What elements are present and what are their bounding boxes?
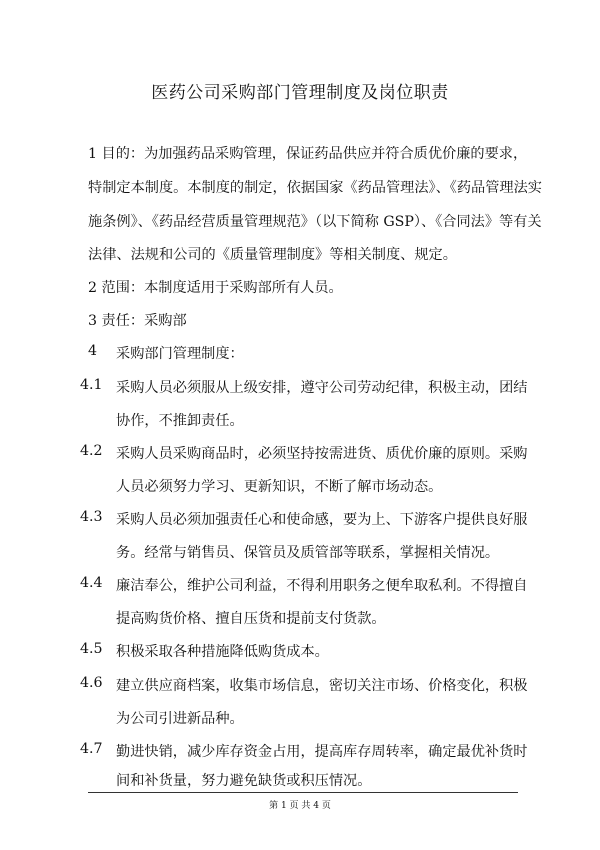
item-4-6-line-2: 为公司引进新品种。 [116, 711, 244, 727]
item-4-2-number: 4.2 [80, 443, 103, 459]
section-1-line-3: 施条例》、《药品经营质量管理规范》（以下简称 GSP）、《合同法》等有关 [88, 214, 542, 230]
item-4-1-line-1: 采购人员必须服从上级安排，遵守公司劳动纪律，积极主动，团结 [116, 380, 528, 396]
section-4-heading: 采购部门管理制度： [116, 346, 244, 362]
item-4-1-number: 4.1 [80, 377, 103, 393]
section-1-line-4: 法律、法规和公司的《质量管理制度》等相关制度、规定。 [88, 247, 457, 263]
item-4-3-number: 4.3 [80, 509, 103, 525]
item-4-4-line-2: 提高购货价格、擅自压货和提前支付货款。 [116, 611, 386, 627]
item-4-7-line-2: 间和补货量，努力避免缺货或积压情况。 [116, 773, 372, 789]
item-4-6-line-1: 建立供应商档案，收集市场信息，密切关注市场、价格变化，积极 [116, 678, 528, 694]
page-number-footer: 第 1 页 共 4 页 [269, 801, 331, 811]
footer-divider [88, 792, 518, 793]
item-4-3-line-1: 采购人员必须加强责任心和使命感，要为上、下游客户提供良好服 [116, 512, 528, 528]
item-4-6-number: 4.6 [80, 675, 103, 691]
item-4-4-line-1: 廉洁奉公，维护公司利益，不得利用职务之便牟取私利。不得擅自 [116, 578, 528, 594]
section-1-line-1: 1 目的：为加强药品采购管理，保证药品供应并符合质优价廉的要求， [88, 146, 528, 162]
section-2: 2 范围：本制度适用于采购部所有人员。 [88, 280, 343, 296]
item-4-3-line-2: 务。经常与销售员、保管员及质管部等联系，掌握相关情况。 [116, 545, 500, 561]
item-4-1-line-2: 协作，不推卸责任。 [116, 413, 244, 429]
section-1-line-2: 特制定本制度。本制度的制定，依据国家《药品管理法》、《药品管理法实 [88, 180, 542, 196]
item-4-2-line-1: 采购人员采购商品时，必须坚持按需进货、质优价廉的原则。采购 [116, 446, 528, 462]
item-4-4-number: 4.4 [80, 575, 103, 591]
page-title: 医药公司采购部门管理制度及岗位职责 [151, 83, 449, 103]
item-4-7-number: 4.7 [80, 741, 103, 757]
section-3: 3 责任：采购部 [88, 313, 187, 329]
item-4-2-line-2: 人员必须努力学习、更新知识，不断了解市场动态。 [116, 479, 443, 495]
section-4-number: 4 [88, 343, 98, 359]
item-4-5-line-1: 积极采取各种措施降低购货成本。 [116, 644, 329, 660]
item-4-5-number: 4.5 [80, 641, 103, 657]
item-4-7-line-1: 勤进快销，减少库存资金占用，提高库存周转率，确定最优补货时 [116, 744, 528, 760]
